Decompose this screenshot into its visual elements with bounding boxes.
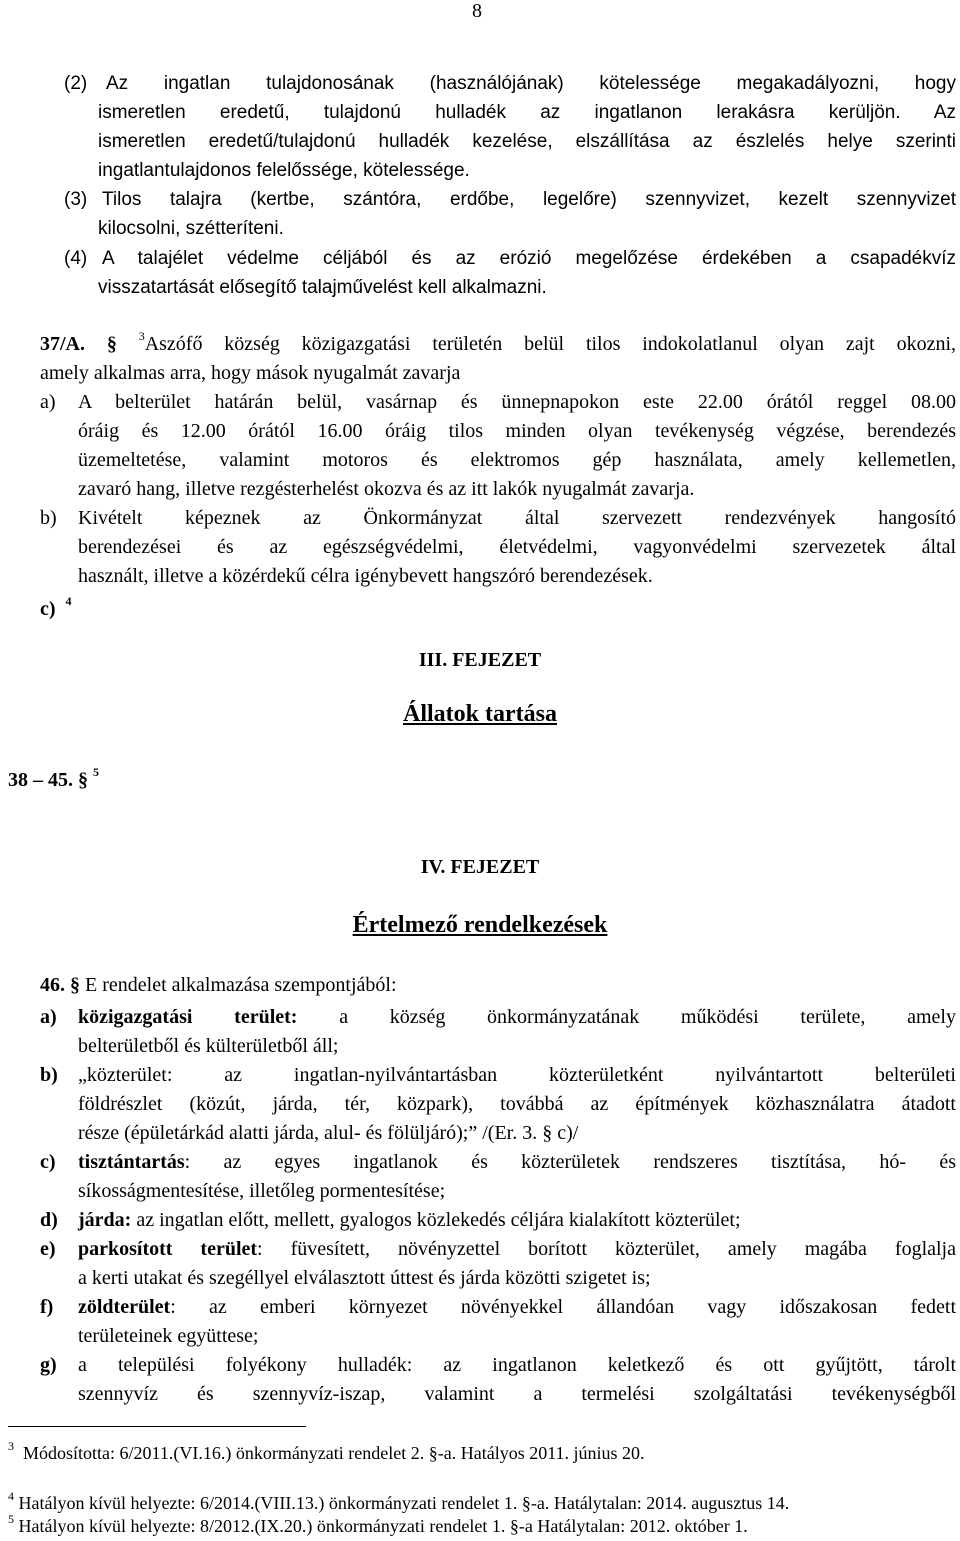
page-number: 8 (472, 0, 482, 22)
item-line: szennyvíz és szennyvíz-iszap, valamint a termelési szolgáltatási tevékenységből (78, 1383, 956, 1405)
item-line: a települési folyékony hulladék: az ingatlanon keletkező és ott gyűjtött, tárolt (78, 1354, 956, 1376)
item-line: síkosságmentesítése, illetőleg pormentesítése; (78, 1180, 446, 1202)
item-line: közigazgatási terület: a község önkormányzatának működési területe, amely (78, 1006, 956, 1028)
paragraph-line: kilocsolni, szétteríteni. (98, 218, 284, 239)
chapter-4-subtitle: Értelmező rendelkezések (352, 912, 608, 938)
item-line: zavaró hang, illetve rezgésterhelést okozva és az itt lakók nyugalmát zavarja. (78, 478, 695, 500)
paragraph-line: A talajélet védelme céljából és az erózió megelőzése érdekében a csapadékvíz (102, 248, 956, 269)
section-38-45: 38 – 45. § $^5$ (8, 765, 99, 791)
paragraph-line: ingatlantulajdonos felelőssége, kötelessége. (98, 160, 470, 181)
item-line: zöldterület: az emberi környezet növényekkel állandóan vagy időszakosan fedett (78, 1296, 956, 1318)
chapter-3-title: III. FEJEZET (418, 649, 542, 671)
footnote: $^5$ Hatályon kívül helyezte: 8/2012.(IX.20.) önkormányzati rendelet 1. §-a Hatálytalan: 2012. október 1. (8, 1512, 748, 1536)
item-line: része (épületárkád alatti járda, alul- és fölüljáró);” /(Er. 3. § c)/ (78, 1122, 579, 1144)
definition-term: közigazgatási terület: (78, 1006, 298, 1028)
paragraph-number: (3) (64, 189, 88, 210)
footnote: $^4$ Hatályon kívül helyezte: 6/2014.(VIII.13.) önkormányzati rendelet 1. §-a. Hatálytalan: 2014. augusztus 14. (8, 1489, 790, 1513)
item-label: f) (40, 1296, 54, 1318)
definition-term: zöldterület (78, 1296, 171, 1318)
item-label: c) (40, 598, 56, 620)
item-label: b) (40, 507, 57, 529)
footnote-number: 5 (8, 1512, 14, 1526)
item-label: e) (40, 1238, 56, 1260)
footnote-separator (8, 1426, 306, 1427)
item-line: berendezései és az egészségvédelmi, életvédelmi, vagyonvédelmi szervezetek által (78, 536, 956, 558)
section-number: 37/A. (40, 333, 85, 355)
footnote-ref: 4 (65, 594, 72, 609)
item-line: a kerti utakat és szegéllyel elválasztott úttest és járda közötti szigetet is; (78, 1267, 651, 1289)
item-line: földrészlet (közút, járda, tér, közpark), továbbá az építmények közhasználatra átadott (78, 1093, 956, 1115)
item-line: járda: az ingatlan előtt, mellett, gyalogos közlekedés céljára kialakított közterület; (78, 1209, 741, 1231)
item-line: üzemeltetése, valamint motoros és elektromos gép használata, amely kellemetlen, (78, 449, 956, 471)
chapter-4-title: IV. FEJEZET (420, 856, 540, 878)
footnote-number: 4 (8, 1489, 14, 1503)
item-label: c) (40, 1151, 56, 1173)
chapter-3-subtitle: Állatok tartása (403, 701, 557, 727)
item-label: g) (40, 1354, 57, 1376)
item-line: A belterület határán belül, vasárnap és ünnepnapokon este 22.00 órától reggel 08.00 (78, 391, 956, 413)
item-line: „közterület: az ingatlan-nyilvántartásban közterületként nyilvántartott belterületi (78, 1064, 956, 1086)
section-line: amely alkalmas arra, hogy mások nyugalmát zavarja (40, 362, 461, 384)
item-label: d) (40, 1209, 58, 1231)
item-line: óráig és 12.00 órától 16.00 óráig tilos minden olyan tevékenység végzése, berendezés (78, 420, 956, 442)
item-label: a) (40, 1006, 57, 1028)
paragraph-number: (4) (64, 248, 88, 269)
paragraph-line: visszatartását elősegítő talajművelést kell alkalmazni. (98, 277, 547, 298)
definition-term: tisztántartás (78, 1151, 185, 1173)
item-line: parkosított terület: füvesített, növényzettel borított közterület, amely magába foglalja (78, 1238, 956, 1260)
footnote: $^3$ Módosította: 6/2011.(VI.16.) önkormányzati rendelet 2. §-a. Hatályos 2011. június 20. (8, 1439, 645, 1463)
item-line: Kivételt képeznek az Önkormányzat által szervezett rendezvények hangosító (78, 507, 956, 529)
footnote-number: 3 (8, 1439, 14, 1453)
item-c (40, 595, 72, 624)
section-sign: § (106, 333, 117, 355)
paragraph-line: ismeretlen eredetű, tulajdonú hulladék az ingatlanon lerakásra kerüljön. Az (98, 102, 956, 123)
item-line: tisztántartás: az egyes ingatlanok és közterületek rendszeres tisztítása, hó- és (78, 1151, 956, 1173)
item-label: a) (40, 391, 56, 413)
definition-term: parkosított terület (78, 1238, 258, 1260)
paragraph-line: Az ingatlan tulajdonosának (használójának) kötelessége megakadályozni, hogy (106, 73, 956, 94)
definition-term: járda: (78, 1209, 132, 1231)
section-heading-line (40, 330, 956, 359)
section-text: Aszófő község közigazgatási területén belül tilos indokolatlanul olyan zajt okozni, (144, 333, 957, 355)
item-label: b) (40, 1064, 58, 1086)
item-line: használt, illetve a közérdekű célra igénybevett hangszóró berendezések. (78, 565, 653, 587)
footnote-ref: 3 (138, 329, 145, 344)
paragraph-line: Tilos talajra (kertbe, szántóra, erdőbe, legelőre) szennyvizet, kezelt szennyvizet (102, 189, 956, 210)
footnote-ref: 5 (93, 765, 99, 780)
paragraph-number: (2) (64, 73, 88, 94)
section-heading-line: 46. § E rendelet alkalmazása szempontjából: (40, 974, 397, 996)
item-line: területeinek együttese; (78, 1325, 259, 1347)
item-line: belterületből és külterületből áll; (78, 1035, 339, 1057)
paragraph-line: ismeretlen eredetű/tulajdonú hulladék kezelése, elszállítása az észlelés helye szerinti (98, 131, 956, 152)
